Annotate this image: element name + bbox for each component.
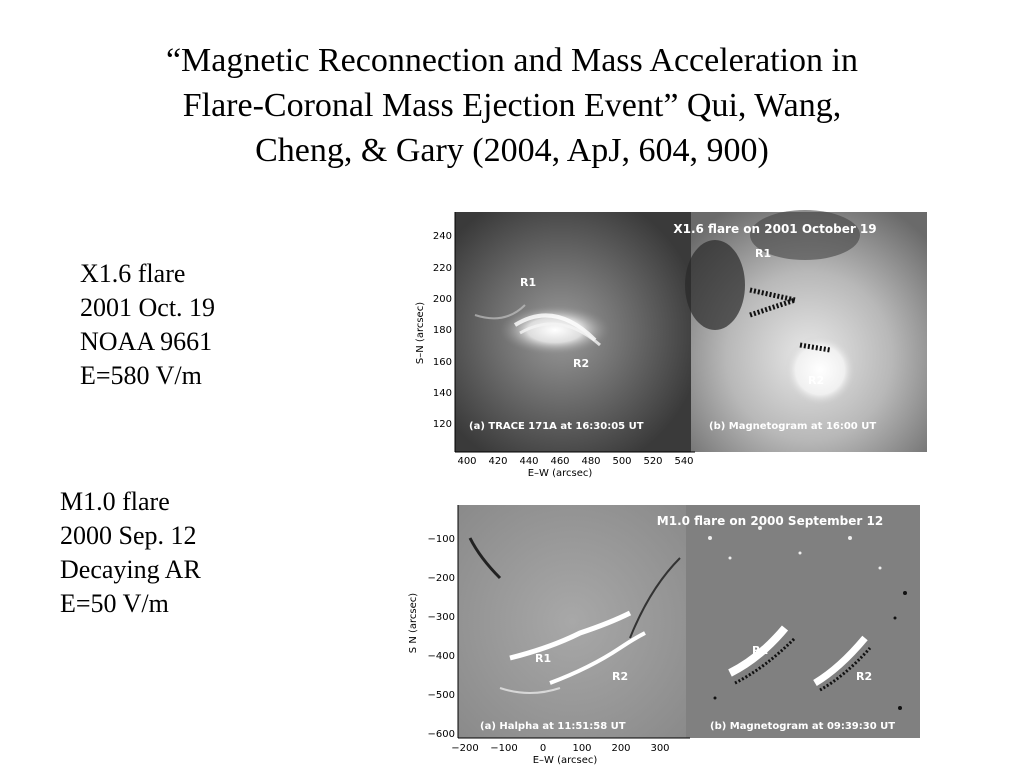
flare2-info (60, 485, 201, 621)
panel-a-label: (a) TRACE 171A at 16:30:05 UT (469, 421, 644, 432)
y-tick: 200 (432, 294, 452, 305)
y-tick: −200 (427, 573, 455, 584)
title-line: Flare-Coronal Mass Ejection Event” Qui, Wang, (182, 87, 842, 124)
x-tick: 300 (650, 743, 670, 754)
region-label-r1: R1 (752, 644, 769, 657)
region-label-r2: R2 (612, 670, 629, 683)
y-tick: 240 (432, 231, 452, 242)
x-tick: −100 (490, 743, 518, 754)
title-line: “Magnetic Reconnection and Mass Acceleration in (165, 42, 859, 79)
region-label-r1: R1 (520, 276, 537, 289)
x-tick: 400 (457, 456, 477, 467)
flare2-figure (400, 498, 925, 768)
flare1-figure (405, 205, 940, 480)
flare1-date: 2001 Oct. 19 (80, 293, 216, 322)
x-tick: 480 (581, 456, 601, 467)
figure-title: X1.6 flare on 2001 October 19 (673, 222, 877, 236)
panel-b-label: (b) Magnetogram at 09:39:30 UT (710, 721, 896, 732)
x-tick: 500 (612, 456, 632, 467)
x-tick: 0 (539, 743, 547, 754)
x-tick: 520 (643, 456, 663, 467)
flare1-efield: E=580 V/m (80, 361, 202, 390)
y-tick: 120 (432, 419, 452, 430)
flare2-date: 2000 Sep. 12 (60, 521, 197, 550)
x-tick: 100 (572, 743, 592, 754)
panel-b-label: (b) Magnetogram at 16:00 UT (709, 421, 877, 432)
x-axis-label: E–W (arcsec) (527, 468, 593, 479)
y-tick: −500 (427, 690, 455, 701)
panel-a-label: (a) Halpha at 11:51:58 UT (480, 721, 626, 732)
slide-title (60, 38, 964, 173)
region-label-r2: R2 (808, 374, 825, 387)
y-tick: −100 (427, 534, 455, 545)
y-tick: 140 (432, 388, 452, 399)
y-tick: −600 (427, 729, 455, 740)
region-label-r2: R2 (856, 670, 873, 683)
y-tick: −400 (427, 651, 455, 662)
x-tick: 440 (519, 456, 539, 467)
x-axis-label: E–W (arcsec) (532, 755, 598, 766)
flare1-class: X1.6 flare (80, 259, 186, 288)
y-tick: 220 (432, 263, 452, 274)
title-line: Cheng, & Gary (2004, ApJ, 604, 900) (255, 132, 769, 169)
x-tick: 460 (550, 456, 570, 467)
flare2-class: M1.0 flare (60, 487, 170, 516)
region-label-r1: R1 (755, 247, 772, 260)
x-tick: 200 (611, 743, 631, 754)
y-tick: 180 (432, 325, 452, 336)
region-label-r1: R1 (535, 652, 552, 665)
flare1-region: NOAA 9661 (80, 327, 213, 356)
y-tick: 160 (432, 357, 452, 368)
flare2-efield: E=50 V/m (60, 589, 169, 618)
flare2-region: Decaying AR (60, 555, 201, 584)
flare1-info (80, 257, 215, 393)
magnetogram-panel (686, 505, 920, 738)
region-label-r2: R2 (573, 357, 590, 370)
x-tick: −200 (451, 743, 479, 754)
figure-title: M1.0 flare on 2000 September 12 (656, 514, 884, 528)
y-tick: −300 (427, 612, 455, 623)
x-tick: 540 (674, 456, 694, 467)
halpha-image-panel (458, 505, 686, 738)
y-axis-label: S N (arcsec) (408, 592, 419, 654)
x-tick: 420 (488, 456, 508, 467)
y-axis-label: S–N (arcsec) (415, 301, 426, 365)
